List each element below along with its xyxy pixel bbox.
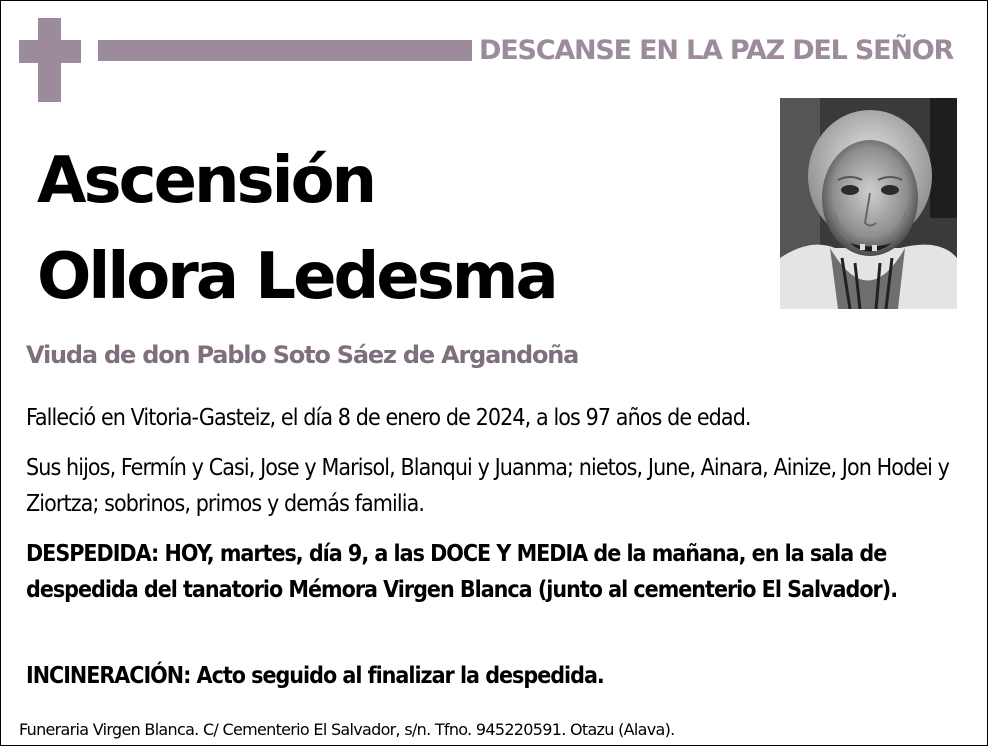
header-title: DESCANSE EN LA PAZ DEL SEÑOR	[479, 35, 954, 66]
portrait-photo	[780, 98, 957, 309]
header-divider-bar	[98, 40, 472, 61]
family-text: Sus hijos, Fermín y Casi, Jose y Marisol, Blanqui y Juanma; nietos, June, Ainara, Ainize, Jon Hodei y Ziortza; sobrinos, primos y demás familia.	[26, 455, 949, 517]
cremation-text: INCINERACIÓN: Acto seguido al finalizar la despedida.	[26, 663, 604, 689]
funeral-home-footer: Funeraria Virgen Blanca. C/ Cementerio El Salvador, s/n. Tfno. 945220591. Otazu (Alava).	[19, 720, 675, 739]
deceased-name	[37, 133, 757, 325]
cross-icon-horizontal	[19, 40, 81, 63]
death-notice-text: Falleció en Vitoria-Gasteiz, el día 8 de enero de 2024, a los 97 años de edad.	[26, 405, 751, 431]
widow-subtitle: Viuda de don Pablo Soto Sáez de Argandoña	[26, 341, 579, 369]
farewell-text: DESPEDIDA: HOY, martes, día 9, a las DOCE Y MEDIA de la mañana, en la sala de despedida del tanatorio Mémora Virgen Blanca (junto al cementerio El Salvador).	[26, 541, 898, 603]
deceased-first-name: Ascensión	[37, 144, 375, 218]
deceased-surnames: Ollora Ledesma	[37, 240, 556, 314]
portrait-image	[780, 98, 957, 309]
